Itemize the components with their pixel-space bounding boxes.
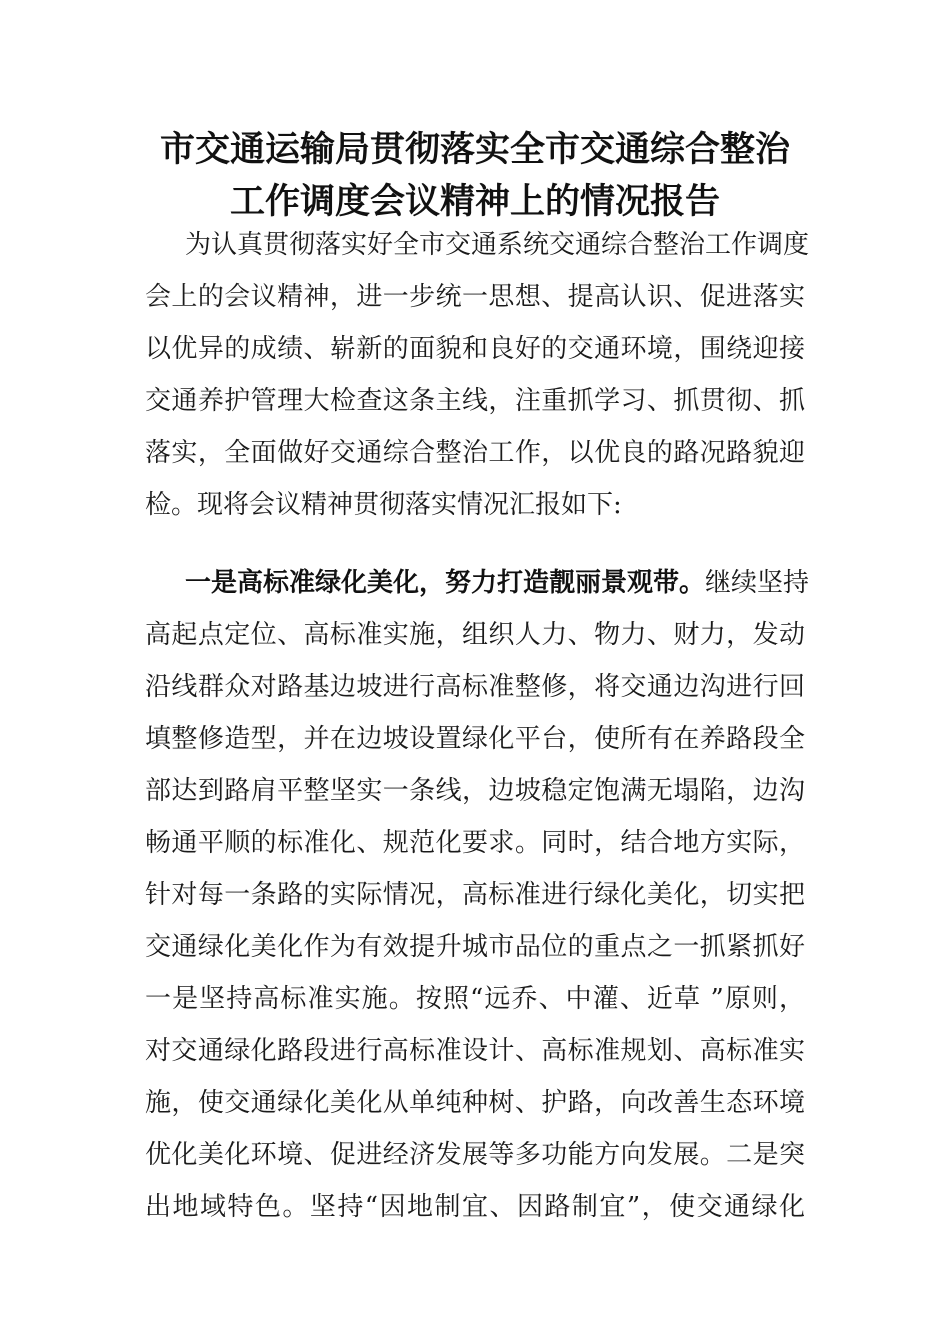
paragraph-line: 沿线群众对路基边坡进行高标准整修，将交通边沟进行回 [145,672,805,702]
paragraph-line: 高起点定位、高标准实施，组织人力、物力、财力，发动 [145,620,805,650]
paragraph-line: 畅通平顺的标准化、规范化要求。同时，结合地方实际， [145,828,805,858]
paragraph-line: 施，使交通绿化美化从单纯种树、护路，向改善生态环境 [145,1088,805,1118]
paragraph-line: 落实，全面做好交通综合整治工作，以优良的路况路貌迎 [145,438,805,468]
paragraph-line: 一是坚持高标准实施。按照“远乔、中灌、近草 ”原则， [145,984,805,1014]
paragraph-line: 交通绿化美化作为有效提升城市品位的重点之一抓紧抓好 [145,932,805,962]
paragraph-line: 优化美化环境、促进经济发展等多功能方向发展。二是突 [145,1140,805,1170]
document-title [0,124,950,228]
paragraph-first-line [145,557,810,609]
heading-continuation: 继续坚持 [705,568,810,598]
paragraph-line: 以优异的成绩、崭新的面貌和良好的交通环境，围绕迎接 [145,334,805,364]
intro-paragraph [145,219,810,531]
paragraph-line: 交通养护管理大检查这条主线，注重抓学习、抓贯彻、抓 [145,386,805,416]
title-line-2: 工作调度会议精神上的情况报告 [229,181,720,222]
paragraph-line: 对交通绿化路段进行高标准设计、高标准规划、高标准实 [145,1036,805,1066]
paragraph-line: 会上的会议精神，进一步统一思想、提高认识、促进落实 [145,282,805,312]
title-line-1: 市交通运输局贯彻落实全市交通综合整治 [159,129,790,170]
paragraph-line: 针对每一条路的实际情况，高标准进行绿化美化，切实把 [145,880,805,910]
paragraph-line: 部达到路肩平整坚实一条线，边坡稳定饱满无塌陷，边沟 [145,776,805,806]
section-heading: 一是高标准绿化美化，努力打造靓丽景观带。 [185,568,706,598]
paragraph-line: 填整修造型，并在边坡设置绿化平台，使所有在养路段全 [145,724,805,754]
paragraph-line: 检。现将会议精神贯彻落实情况汇报如下: [145,490,622,520]
paragraph-line: 出地域特色。坚持“因地制宜、因路制宜”，使交通绿化 [145,1192,805,1222]
paragraph-line: 为认真贯彻落实好全市交通系统交通综合整治工作调度 [185,230,810,260]
greening-paragraph [145,557,810,1233]
